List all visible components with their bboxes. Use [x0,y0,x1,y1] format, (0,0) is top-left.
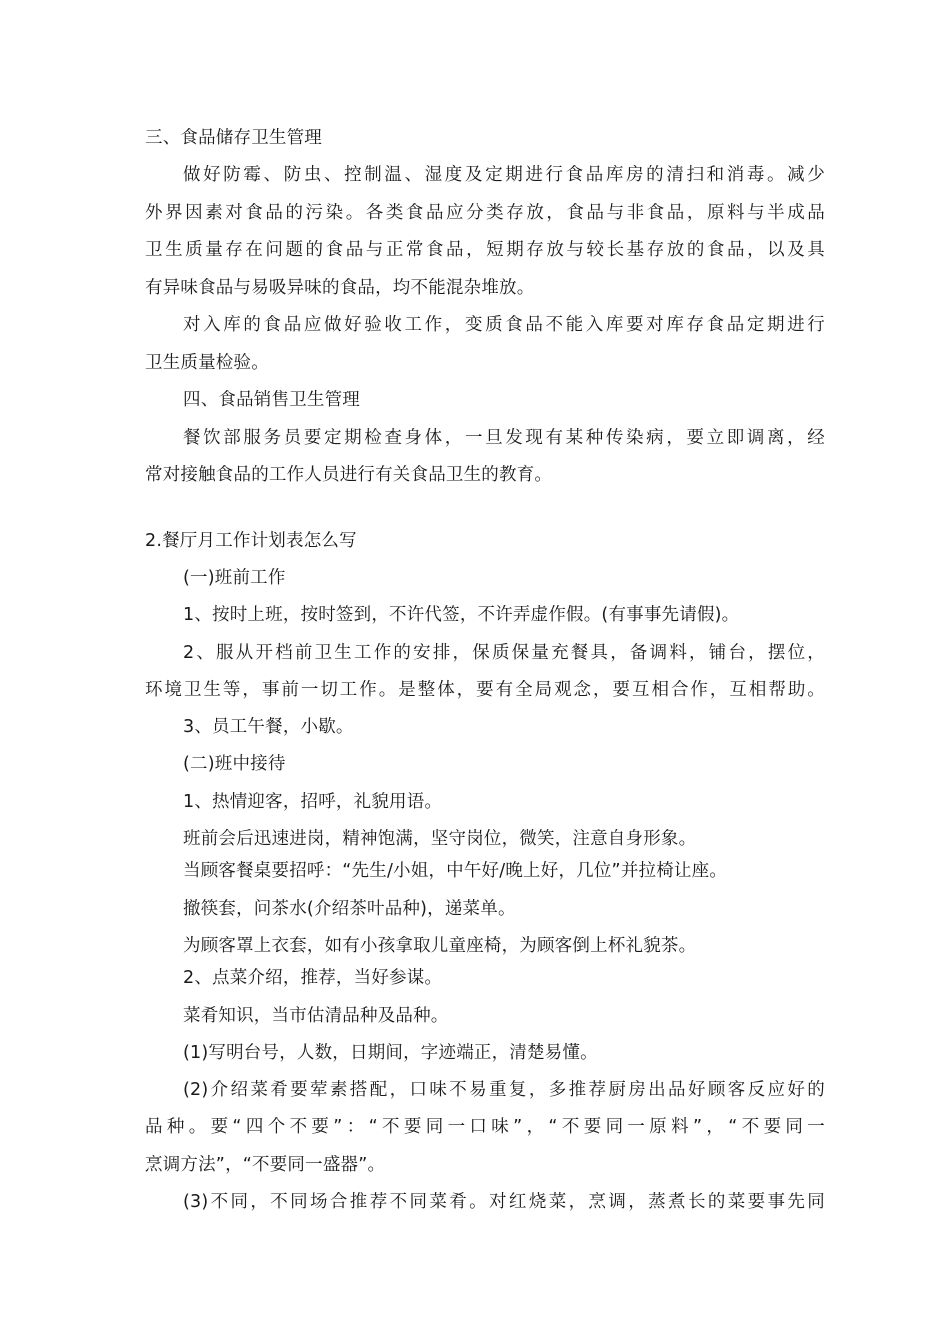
list-item: (2)介绍菜肴要荤素搭配，口味不易重复，多推荐厨房出品好顾客反应好的 [183,1080,825,1100]
subheading-in-shift: (二)班中接待 [183,754,286,774]
paragraph-line: 当顾客餐桌要招呼：“先生/小姐，中午好/晚上好，几位”并拉椅让座。 [183,861,728,881]
paragraph-line: 品种。要“四个不要”：“不要同一口味”，“不要同一原料”，“不要同一 [145,1117,825,1137]
paragraph-line: 对入库的食品应做好验收工作，变质食品不能入库要对库存食品定期进行 [183,315,825,335]
paragraph-line: 外界因素对食品的污染。各类食品应分类存放，食品与非食品，原料与半成品 [145,203,825,223]
paragraph-line: 常对接触食品的工作人员进行有关食品卫生的教育。 [145,465,553,485]
paragraph-line: 班前会后迅速进岗，精神饱满，坚守岗位，微笑，注意自身形象。 [183,829,697,849]
paragraph-line: 餐饮部服务员要定期检查身体，一旦发现有某种传染病，要立即调离，经 [183,428,825,448]
list-item: 1、热情迎客，招呼，礼貌用语。 [183,792,443,812]
paragraph-line: 卫生质量检验。 [145,353,269,373]
list-item: 1、按时上班，按时签到，不许代签，不许弄虚作假。(有事事先请假)。 [183,605,740,625]
paragraph-line: 菜肴知识，当市估清品种及品种。 [183,1006,449,1026]
paragraph-line: 为顾客罩上衣套，如有小孩拿取儿童座椅，为顾客倒上杯礼貌茶。 [183,936,697,956]
paragraph-line: 烹调方法”，“不要同一盛器”。 [145,1155,386,1175]
list-item: 2、服从开档前卫生工作的安排，保质保量充餐具，备调料，铺台，摆位， [183,643,825,663]
section-heading-food-storage: 三、食品储存卫生管理 [145,128,322,148]
list-item: 3、员工午餐，小歇。 [183,717,354,737]
paragraph-line: 有异味食品与易吸异味的食品，均不能混杂堆放。 [145,278,535,298]
paragraph-line: 撤筷套，问茶水(介绍茶叶品种)，递菜单。 [183,899,516,919]
subheading-pre-shift: (一)班前工作 [183,568,286,588]
list-item: 2、点菜介绍，推荐，当好参谋。 [183,968,443,988]
paragraph-line: 环境卫生等，事前一切工作。是整体，要有全局观念，要互相合作，互相帮助。 [145,680,825,700]
section-heading-food-sales: 四、食品销售卫生管理 [183,390,360,410]
section-heading-monthly-plan: 2.餐厅月工作计划表怎么写 [145,531,357,551]
list-item: (3)不同，不同场合推荐不同菜肴。对红烧菜，烹调，蒸煮长的菜要事先同 [183,1192,825,1212]
paragraph-line: 卫生质量存在问题的食品与正常食品，短期存放与较长基存放的食品，以及具 [145,240,825,260]
paragraph-line: 做好防霉、防虫、控制温、湿度及定期进行食品库房的清扫和消毒。减少 [183,165,825,185]
list-item: (1)写明台号，人数，日期间，字迹端正，清楚易懂。 [183,1043,598,1063]
